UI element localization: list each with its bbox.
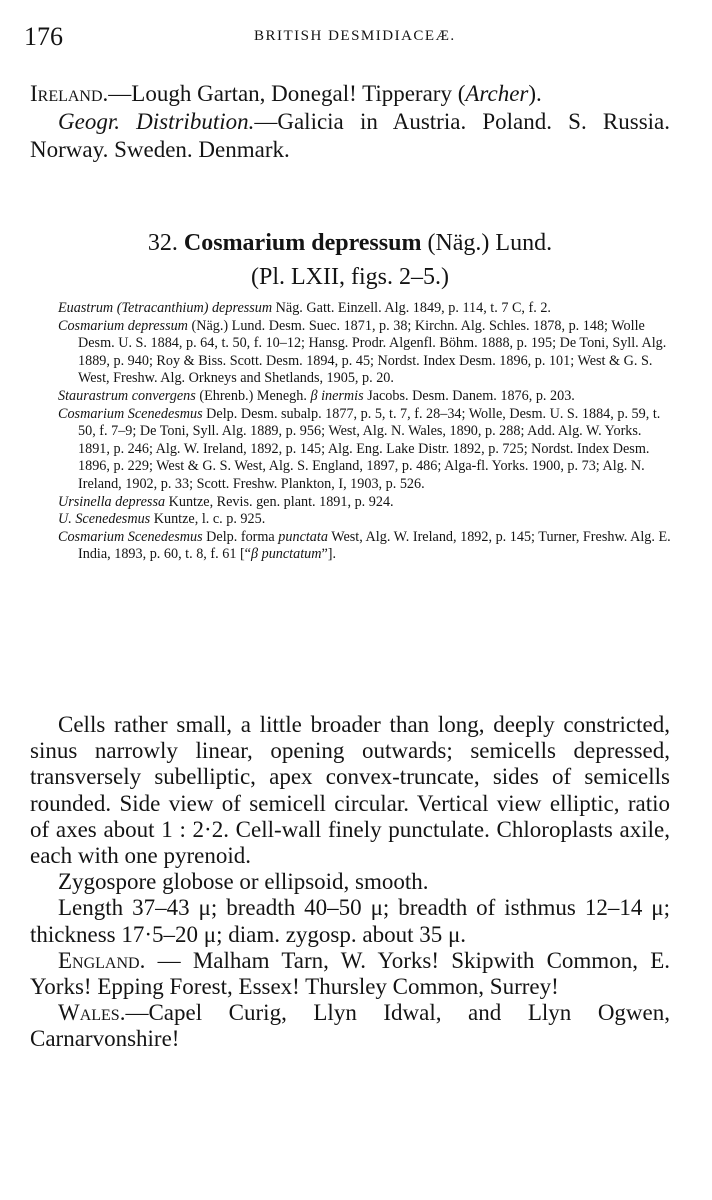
ireland-author: Archer [465, 81, 529, 106]
synonym-reference: (Ehrenb.) Menegh. [195, 387, 311, 404]
synonymy-list [58, 300, 672, 564]
england-text: — Malham Tarn, W. Yorks! Skipwith Common, E. Yorks! Epping Forest, Essex! Thursley Common, Surrey! [30, 947, 670, 1000]
ireland-label: Ireland. [30, 81, 109, 106]
ireland-paragraph [30, 80, 670, 108]
wales-localities [30, 1000, 670, 1052]
zygospore-description: Zygospore globose or ellipsoid, smooth. [58, 869, 429, 895]
species-title-line [30, 226, 670, 260]
synonym-name: Staurastrum convergens [58, 387, 196, 404]
synonym-reference: ”]. [321, 546, 337, 563]
england-label: England. [58, 947, 146, 973]
page-number: 176 [24, 22, 63, 51]
cell-description: Cells rather small, a little broader than long, deeply constricted, sinus narrowly linear, opening outwards; semicells depressed, transversely subelliptic, apex convex-truncate, sides of semicells rounded. Side view of semicell circular. Vertical view elliptic, ratio of axes about 1 : 2·2. Cell-wall finely punctulate. Chloroplasts axile, each with one pyrenoid. [30, 712, 670, 869]
synonym-entry [58, 300, 672, 318]
synonym-entry [58, 511, 672, 529]
running-title: BRITISH DESMIDIACEÆ. [254, 28, 456, 44]
ireland-text: —Lough Gartan, Donegal! Tipperary ( [108, 81, 466, 106]
synonym-entry [58, 406, 672, 494]
synonym-reference: Kuntze, l. c. p. 925. [150, 511, 266, 528]
geogr-text: —Galicia in Austria. Poland. S. Russia. Norway. Sweden. Denmark. [30, 109, 670, 162]
synonym-reference: Delp. Desm. subalp. 1877, p. 5, t. 7, f. 28–34; Wolle, Desm. U. S. 1884, p. 59, t. 50, f. 7–9; De Toni, Syll. Alg. 1889, p. 956; West, Alg. N. Wales, 1890, p. 288; Add. Alg. W. Yorks. 1891, p. 246; Alg. W. Ireland, 1892, p. 145; Alg. Eng. Lake Distr. 1892, p. 725; Nordst. Index Desm. 1896, p. 229; West & G. S. West, Alg. S. England, 1897, p. 486; Alga-fl. Yorks. 1900, p. 73; Alg. N. Ireland, 1902, p. 33; Scott. Freshw. Plankton, I, 1903, p. 526. [78, 405, 661, 492]
synonym-name: U. Scenedesmus [58, 511, 151, 528]
species-number: 32. [147, 230, 178, 256]
synonym-entry [58, 529, 672, 564]
geogr-label: Geogr. Distribution. [58, 109, 255, 134]
synonym-reference: Näg. Gatt. Einzell. Alg. 1849, p. 114, t. 7 C, f. 2. [272, 300, 551, 316]
england-localities [30, 948, 670, 1000]
synonym-name: Ursinella depressa [58, 493, 166, 510]
wales-text: —Capel Curig, Llyn Idwal, and Llyn Ogwen, Carnarvonshire! [30, 1000, 670, 1052]
synonym-name: Cosmarium Scenedesmus [58, 405, 203, 422]
synonym-entry [58, 318, 672, 388]
species-author: (Näg.) Lund. [427, 230, 553, 256]
synonym-entry [58, 388, 672, 406]
synonym-name: Cosmarium depressum [58, 317, 188, 334]
wales-label: Wales. [58, 1000, 126, 1026]
ireland-end: ). [528, 81, 542, 106]
species-plate: (Pl. LXII, figs. 2–5.) [251, 264, 449, 290]
synonym-forma: punctata [278, 528, 328, 545]
synonym-reference: Jacobs. Desm. Danem. 1876, p. 203. [363, 387, 575, 404]
synonym-variety: β punctatum [250, 546, 322, 563]
species-description [30, 712, 670, 1053]
geogr-paragraph [30, 108, 670, 164]
synonym-reference: (Näg.) Lund. Desm. Suec. 1871, p. 38; Kirchn. Alg. Schles. 1878, p. 148; Wolle Desm. U. S. 1884, p. 64, t. 50, f. 10–12; Hansg. Prodr. Algenfl. Böhm. 1888, p. 195; De Toni, Syll. Alg. 1889, p. 940; Roy & Biss. Scott. Desm. 1894, p. 45; Nordst. Index Desm. 1896, p. 101; West & G. S. West, Freshw. Alg. Orkneys and Shetlands, 1905, p. 20. [78, 317, 667, 387]
species-name: Cosmarium depressum [183, 230, 422, 256]
synonym-entry [58, 494, 672, 512]
top-locality-block [30, 80, 670, 164]
synonym-name: Euastrum (Tetracanthium) depressum [58, 300, 273, 316]
synonym-name: Cosmarium Scenedesmus [58, 528, 203, 545]
page-header [24, 22, 674, 56]
synonym-reference: Kuntze, Revis. gen. plant. 1891, p. 924. [165, 493, 394, 510]
synonym-variety: β inermis [310, 387, 364, 404]
dimensions-paragraph: Length 37–43 μ; breadth 40–50 μ; breadth of isthmus 12–14 μ; thickness 17·5–20 μ; diam. zygosp. about 35 μ. [30, 895, 670, 947]
species-heading [30, 226, 670, 294]
synonym-reference: West, Alg. W. Ireland, 1892, p. 145; Turner, Freshw. Alg. E. India, 1893, p. 60, t. 8, f. 61 [“ [78, 528, 671, 563]
synonym-reference: Delp. forma [202, 528, 279, 545]
